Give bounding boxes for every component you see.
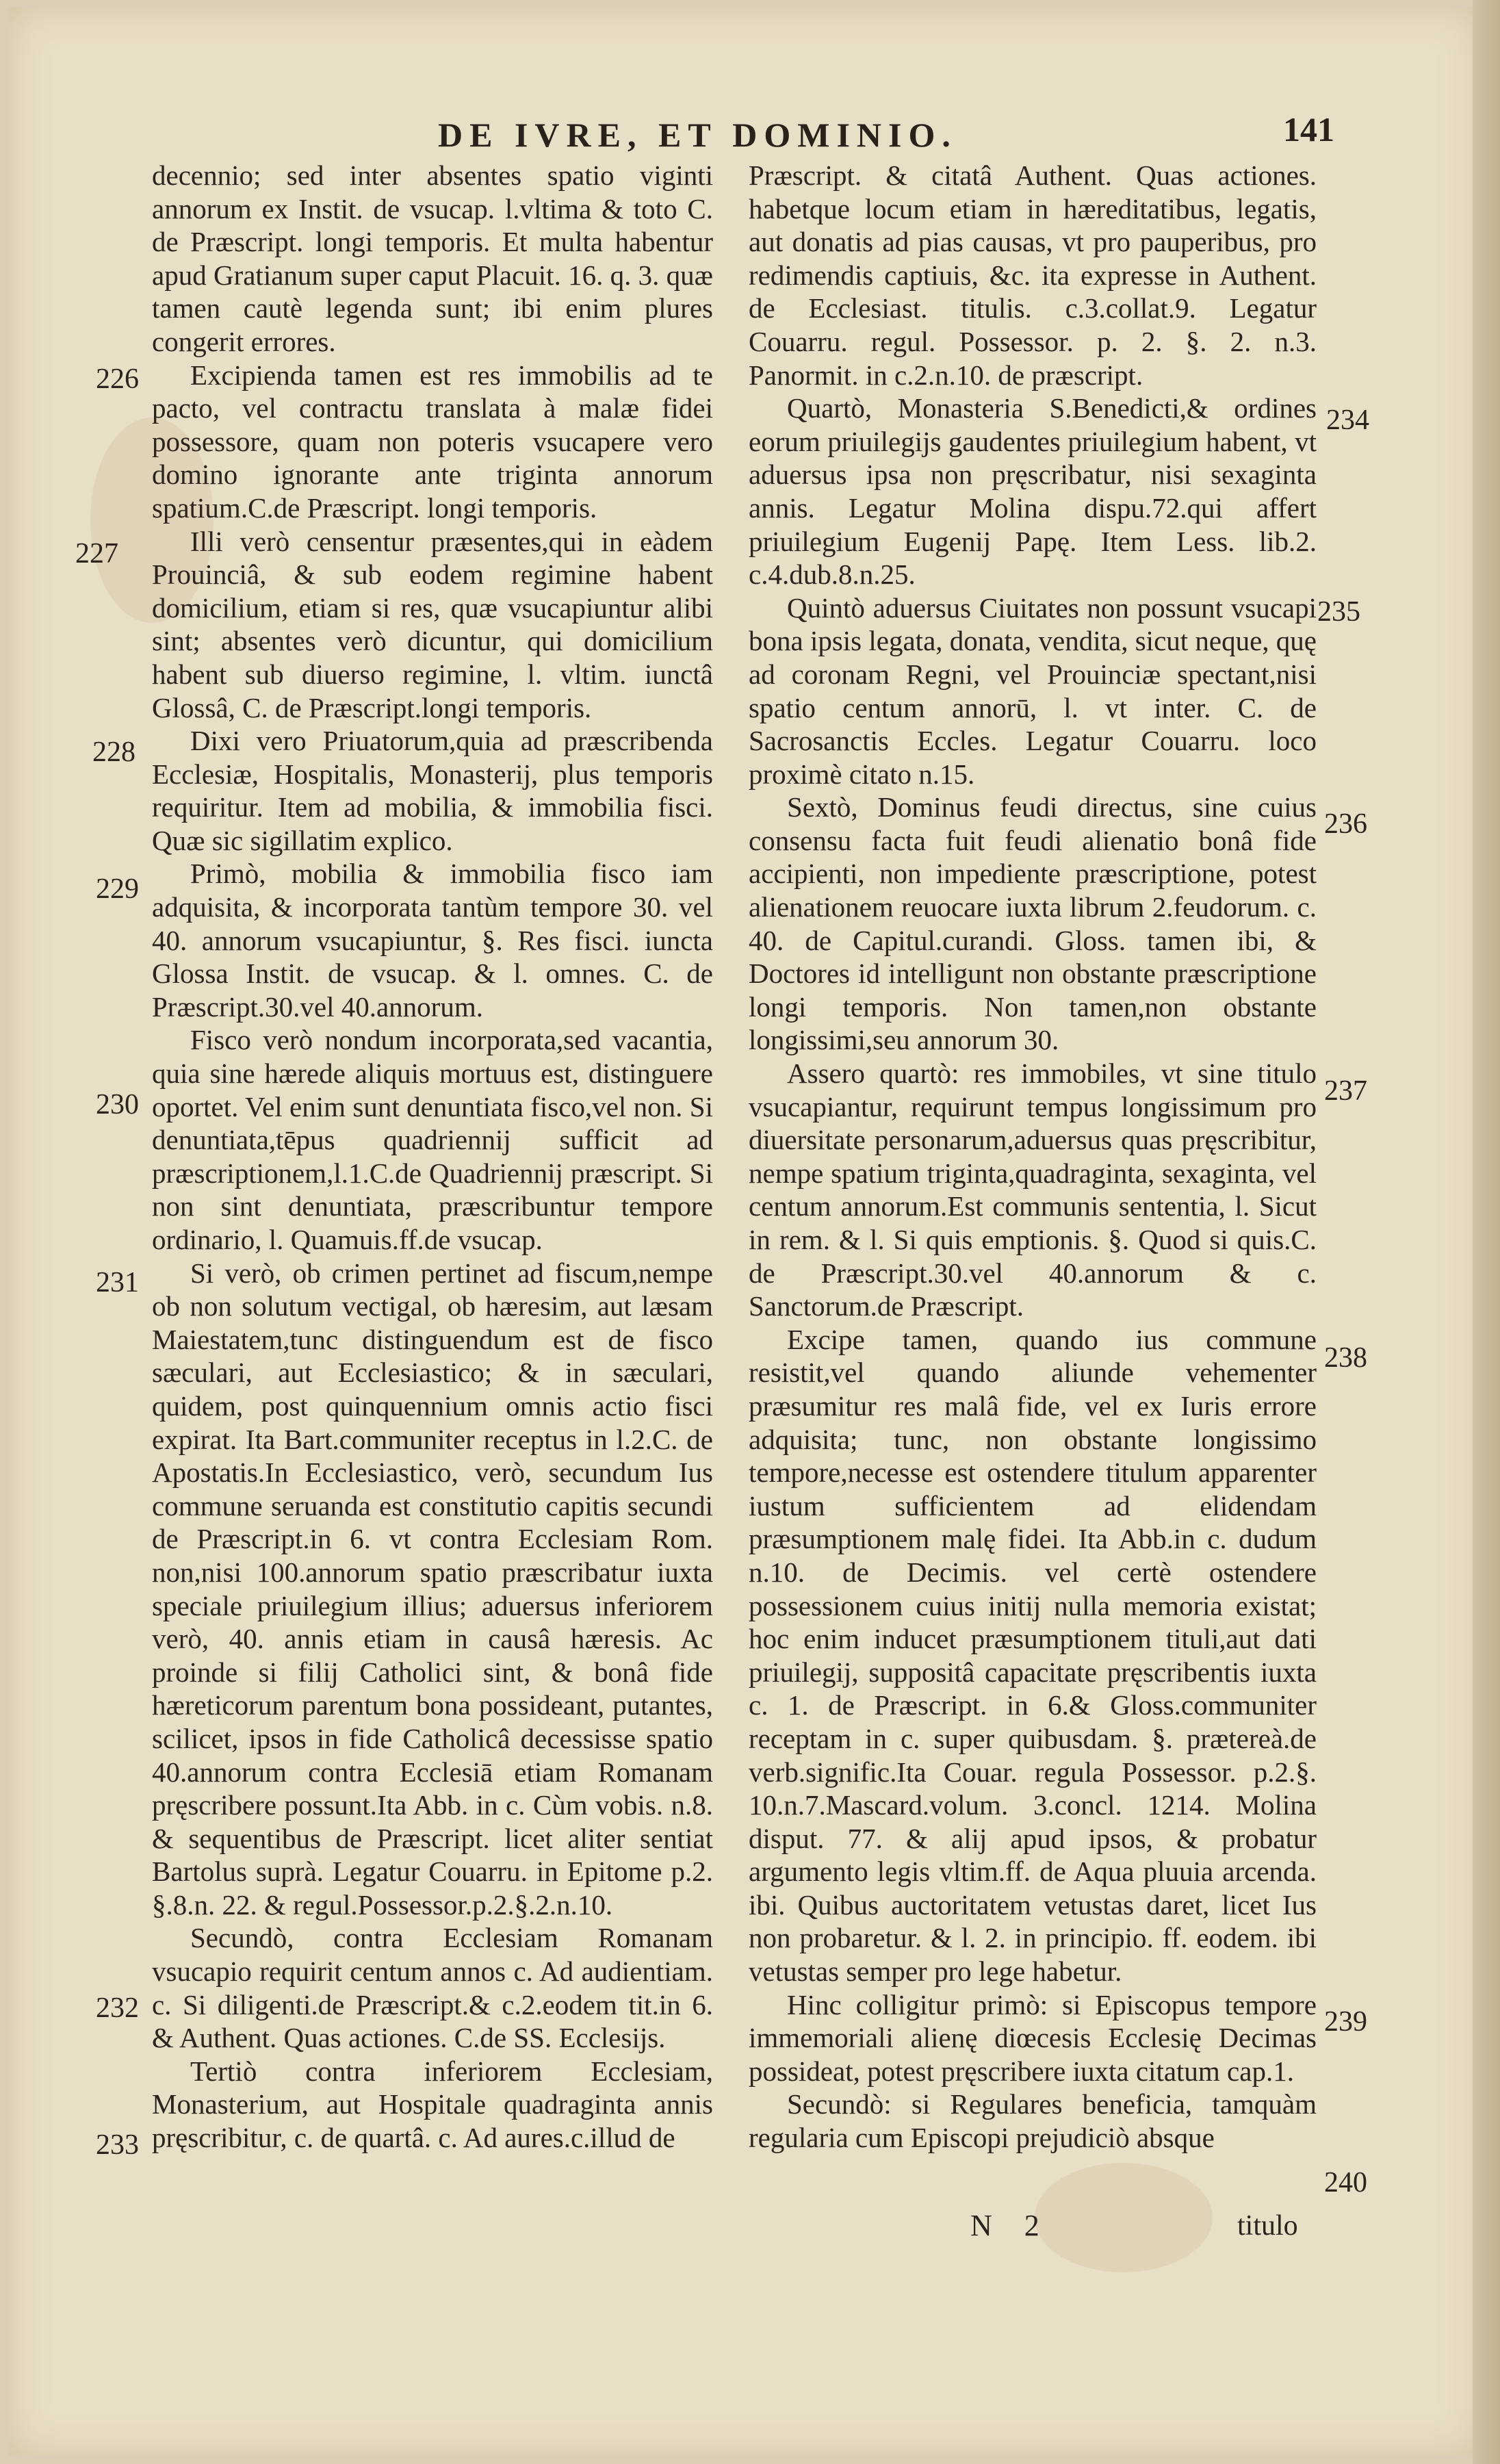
paragraph: Primò, mobilia & immobilia fisco iam adquisita, & incorporata tantùm tempore 30. vel 40. annorum vsucapiuntur, §. Res fisci. iuncta Glossa Instit. de vsucap. & l. omnes. C. de Præscript.30.vel 40.annorum. — [152, 858, 713, 1023]
margin-number: 227 — [75, 538, 118, 569]
signature-mark: N 2 — [970, 2209, 1052, 2242]
paragraph: Secundò, contra Ecclesiam Romanam vsucapio requirit centum annos c. Ad audientiam. c. Si diligenti.de Præscript.& c.2.eodem tit.in 6. & Authent. Quas actiones. C.de SS. Ecclesijs. — [152, 1922, 713, 2054]
paragraph: Tertiò contra inferiorem Ecclesiam, Monasterium, aut Hospitale quadraginta annis pręscribitur, c. de quartâ. c. Ad aures.c.illud de — [152, 2055, 713, 2154]
margin-number: 239 — [1324, 2006, 1367, 2038]
paragraph: Sextò, Dominus feudi directus, sine cuius consensu facta fuit feudi alienatio bonâ fide accipienti, non impediente præscriptione, potest alienationem reuocare iuxta librum 2.feudorum. c. 40. de Capitul.curandi. Gloss. tamen ibi, & Doctores id intelligunt non obstante præscriptione longi temporis. Non tamen,non obstante longissimi,seu annorum 30. — [749, 791, 1317, 1056]
margin-number: 229 — [96, 873, 139, 905]
margin-number: 228 — [92, 736, 135, 768]
margin-number: 231 — [96, 1267, 139, 1298]
margin-number: 235 — [1317, 596, 1360, 628]
paragraph: Illi verò censentur præsentes,qui in eàdem Prouinciâ, & sub eodem regimine habent domicilium, etiam si res, quæ vsucapiuntur alibi sint; absentes verò dicuntur, qui domicilium habent sub diuerso regimine, l. vltim. iunctâ Glossâ, C. de Præscript.longi temporis. — [152, 525, 713, 723]
paragraph: Secundò: si Regulares beneficia, tamquàm regularia cum Episcopi prejudiciò absque — [749, 2088, 1317, 2154]
page-edge — [1473, 0, 1500, 2464]
running-title: DE IVRE, ET DOMINIO. — [438, 116, 957, 154]
paragraph: Quartò, Monasteria S.Benedicti,& ordines eorum priuilegijs gaudentes priuilegium habent, vt aduersus ipsa non pręscribatur, nisi sexaginta annis. Legatur Molina dispu.72.qui affert priuilegium Eugenij Papę. Item Less. lib.2. c.4.dub.8.n.25. — [749, 392, 1317, 591]
margin-number: 234 — [1326, 405, 1369, 436]
paragraph: Dixi vero Priuatorum,quia ad præscribenda Ecclesiæ, Hospitalis, Monasterij, plus temporis requiritur. Item ad mobilia, & immobilia fisci. Quæ sic sigillatim explico. — [152, 725, 713, 856]
margin-number: 233 — [96, 2129, 139, 2161]
right-column — [749, 159, 1317, 2267]
paragraph: Assero quartò: res immobiles, vt sine titulo vsucapiantur, requirunt tempus longissimum pro diuersitate personarum,aduersus quas pręscribitur, nempe spatium triginta,quadraginta, sexaginta, vel centum annorum.Est communis sententia, l. Sicut in rem. & l. Si quis emptionis. §. Quod si quis.C. de Præscript.30.vel 40.annorum & c. Sanctorum.de Præscript. — [749, 1057, 1317, 1322]
paragraph: decennio; sed inter absentes spatio viginti annorum ex Instit. de vsucap. l.vltima & toto C. de Præscript. longi temporis. Et multa habentur apud Gratianum super caput Placuit. 16. q. 3. quæ tamen cautè legenda sunt; ibi enim plures congerit errores. — [152, 159, 713, 357]
left-column — [152, 159, 713, 2267]
catchword: titulo — [1237, 2210, 1298, 2242]
margin-number: 232 — [96, 1992, 139, 2024]
paragraph: Hinc colligitur primò: si Episcopus tempore immemoriali alienę diœcesis Ecclesię Decimas possideat, potest pręscribere iuxta citatum cap.1. — [749, 1988, 1317, 2087]
paragraph: Excipienda tamen est res immobilis ad te pacto, vel contractu translata à malæ fidei possessore, quam non poteris vsucapere vero domino ignorante ante triginta annorum spatium.C.de Præscript. longi temporis. — [152, 359, 713, 524]
page-number: 141 — [1283, 110, 1334, 149]
paragraph: Si verò, ob crimen pertinet ad fiscum,nempe ob non solutum vectigal, ob hæresim, aut læsam Maiestatem,tunc distinguendum est de fisco sæculari, aut Ecclesiastico; & in sæculari, quidem, post quinquennium omnis actio fisci expirat. Ita Bart.communiter receptus in l.2.C. de Apostatis.In Ecclesiastico, verò, secundum Ius commune seruanda est constitutio capitis secundi de Præscript.in 6. vt contra Ecclesiam Rom. non,nisi 100.annorum spatio præscribatur iuxta speciale priuilegium illius; aduersus inferiorem verò, 40. annis etiam in causâ hæresis. Ac proinde si filij Catholici sint, & bonâ fide hæreticorum parentum bona possideant, putantes, scilicet, ipsos in fide Catholicâ decessisse spatio 40.annorum contra Ecclesiā etiam Romanam pręscribere possunt.Ita Abb. in c. Cùm vobis. n.8. & sequentibus de Præscript. licet aliter sentiat Bartolus suprà. Legatur Couarru. in Epitome p.2. §.8.n. 22. & regul.Possessor.p.2.§.2.n.10. — [152, 1257, 713, 1921]
margin-number: 230 — [96, 1089, 139, 1120]
paragraph: Excipe tamen, quando ius commune resistit,vel quando aliunde vehementer præsumitur res malâ fide, vel ex Iuris errore adquisita; tunc, non obstante longissimo tempore,necesse est ostendere titulum apparenter iustum sufficientem ad elidendam præsumptionem malę fidei. Ita Abb.in c. dudum n.10. de Decimis. vel certè ostendere possessionem cuius initij nulla memoria existat; hoc enim inducet præsumptionem tituli,aut dati priuilegij, suppositâ capacitate pręscribentis iuxta c. 1. de Præscript. in 6.& Gloss.communiter receptam in c. super quibusdam. §. prætereà.de verb.signific.Ita Couar. regula Possessor. p.2.§. 10.n.7.Mascard.volum. 3.concl. 1214. Molina disput. 77. & alij apud ipsos, & probatur argumento legis vltim.ff. de Aqua pluuia arcenda. ibi. Quibus auctoritatem vetustas daret, licet Ius non probaretur. & l. 2. in principio. ff. eodem. ibi vetustas semper pro lege habetur. — [749, 1323, 1317, 1988]
margin-number: 240 — [1324, 2167, 1367, 2198]
margin-number: 238 — [1324, 1342, 1367, 1374]
paragraph: Quintò aduersus Ciuitates non possunt vsucapi bona ipsis legata, donata, vendita, sicut neque, quę ad coronam Regni, vel Prouinciæ spectant,nisi spatio centum annorū, l. vt inter. C. de Sacrosanctis Eccles. Legatur Couarru. loco proximè citato n.15. — [749, 591, 1317, 790]
margin-number: 226 — [96, 363, 139, 395]
margin-number: 237 — [1324, 1075, 1367, 1107]
paragraph: Præscript. & citatâ Authent. Quas actiones. habetque locum etiam in hæreditatibus, legatis, aut donatis ad pias causas, vt pro pauperibus, pro redimendis captiuis, &c. ita expresse in Authent. de Ecclesiast. titulis. c.3.collat.9. Legatur Couarru. regul. Possessor. p. 2. §. 2. n.3. Panormit. in c.2.n.10. de præscript. — [749, 159, 1317, 391]
paragraph: Fisco verò nondum incorporata,sed vacantia, quia sine hærede aliquis mortuus est, distinguere oportet. Vel enim sunt denuntiata fisco,vel non. Si denuntiata,tēpus quadriennij sufficit ad præscriptionem,l.1.C.de Quadriennij præscript. Si non sint denuntiata, præscribuntur tempore ordinario, l. Quamuis.ff.de vsucap. — [152, 1024, 713, 1255]
margin-number: 236 — [1324, 808, 1367, 840]
